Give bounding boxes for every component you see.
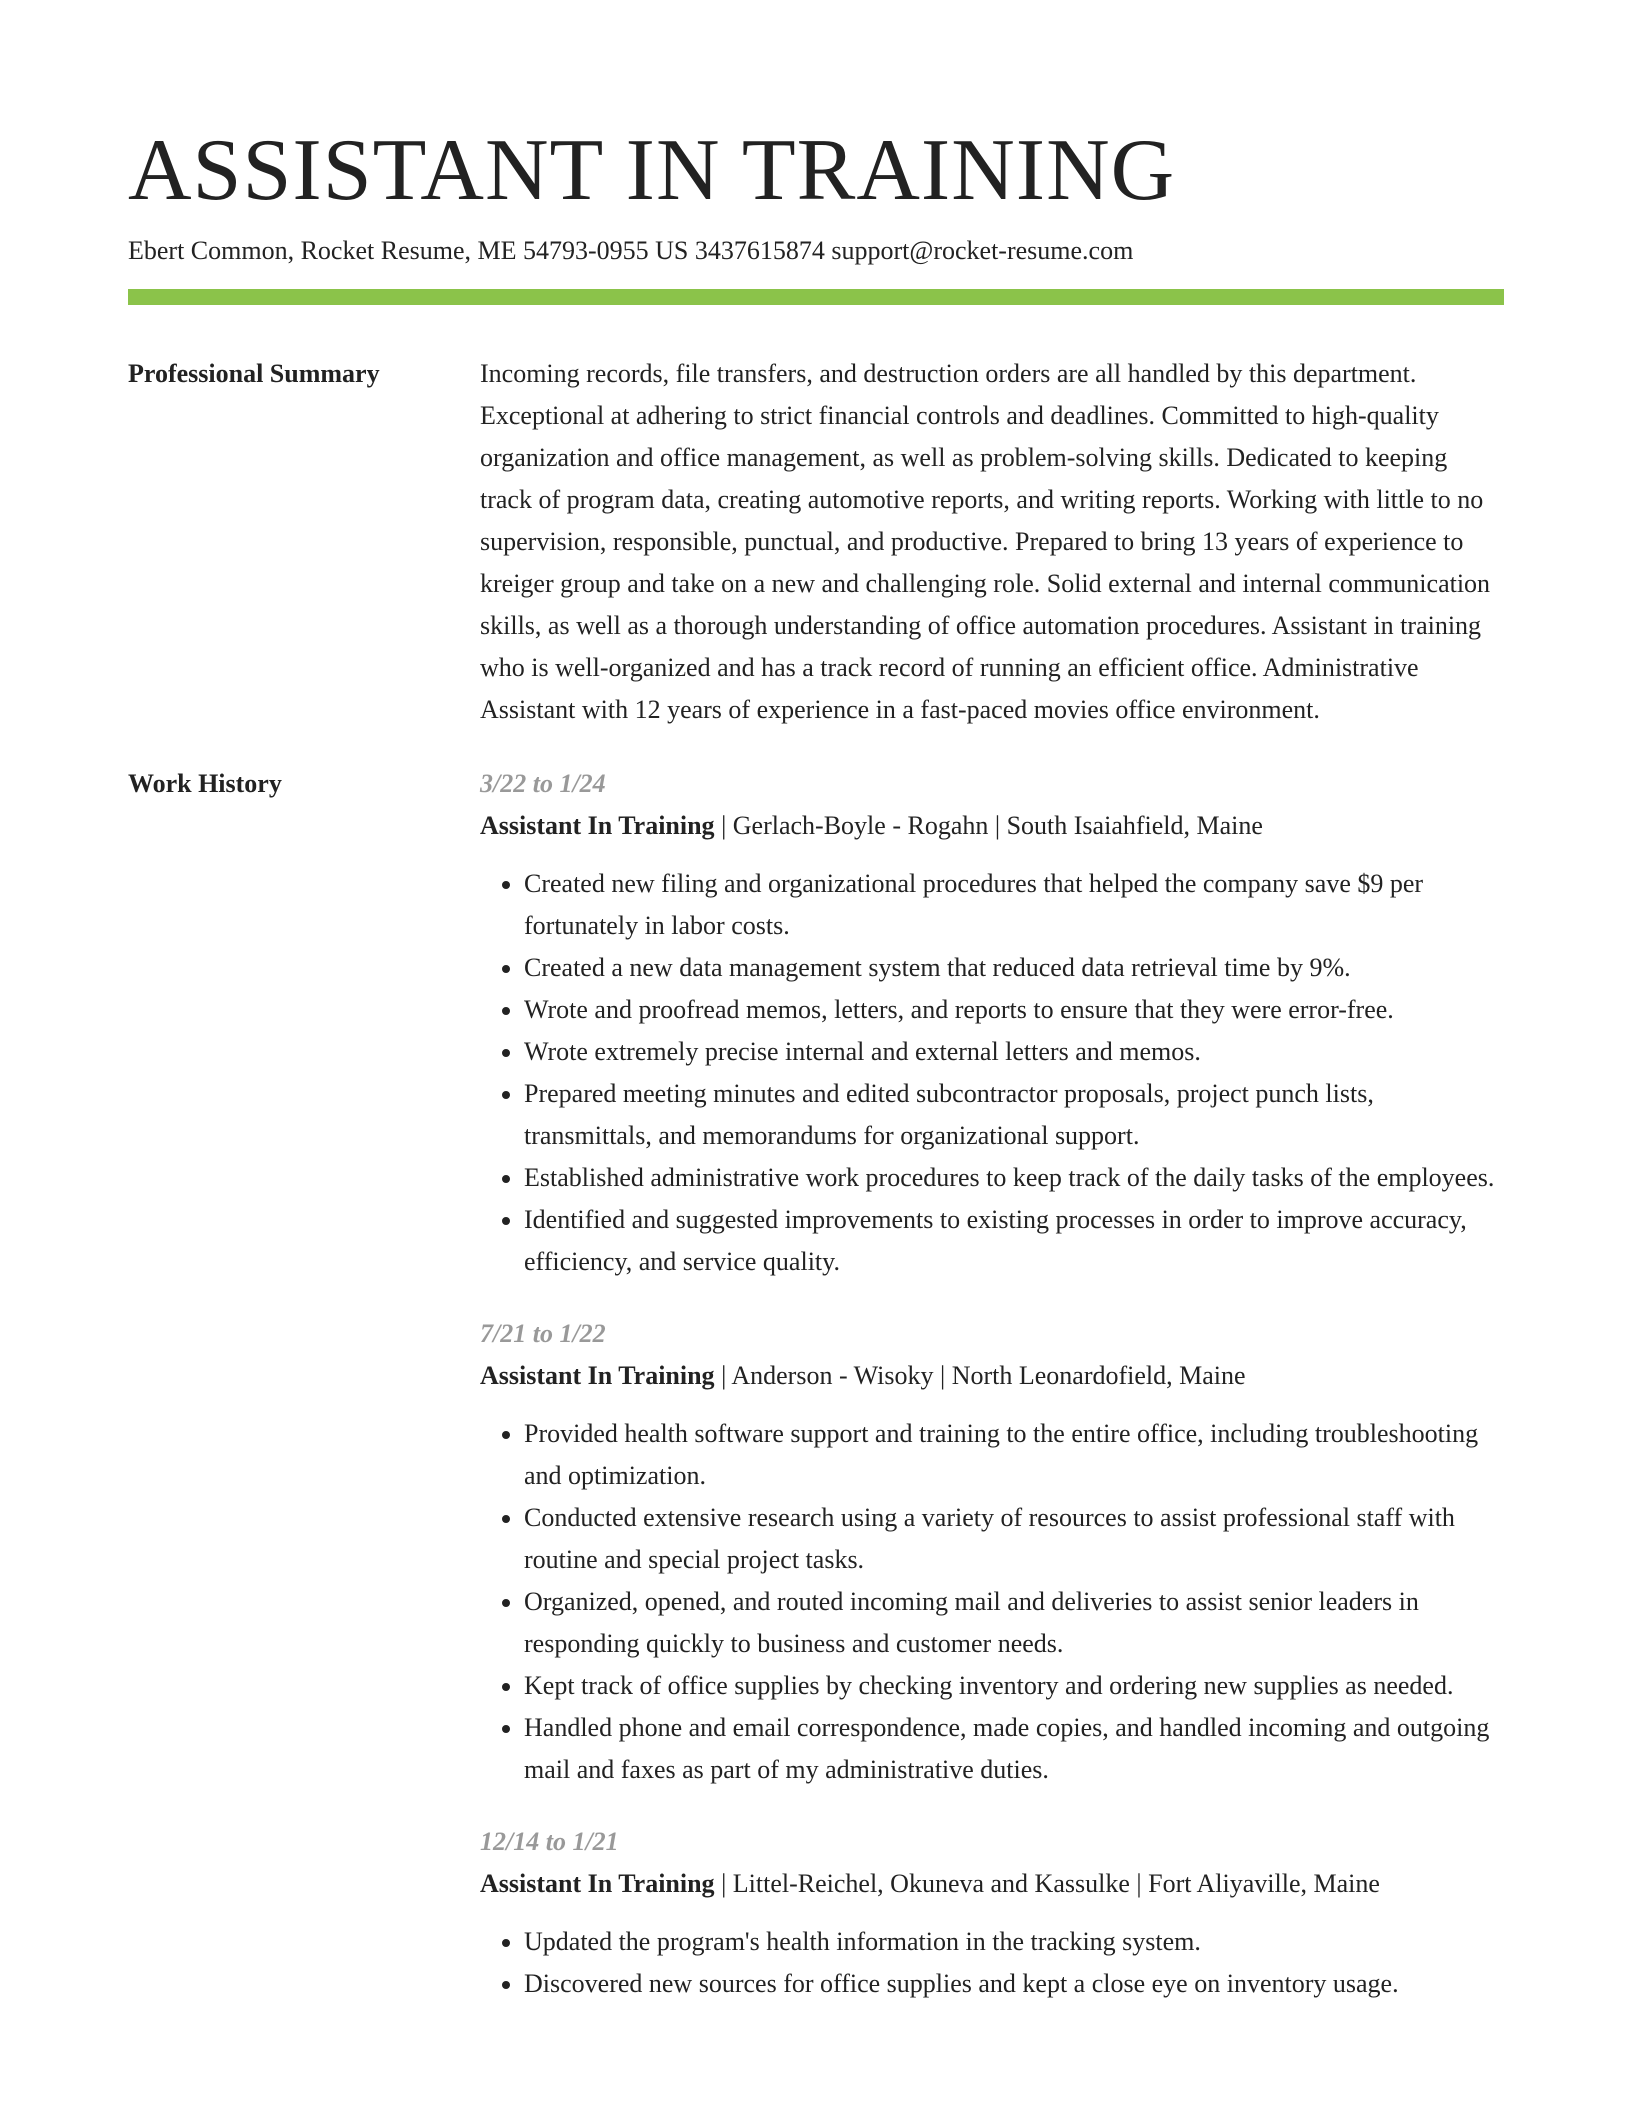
duty-list (480, 863, 1504, 1283)
job-company: Gerlach-Boyle - Rogahn (732, 811, 989, 840)
job-entry (480, 1313, 1504, 1791)
separator: | (721, 811, 727, 840)
separator: | (939, 1361, 946, 1390)
duty-item: • Organized, opened, and routed incoming mail and deliveries to assist senior leaders in responding quickly to business and customer needs. (524, 1581, 1504, 1665)
summary-text: Incoming records, file transfers, and destruction orders are all handled by this department. Exceptional at adhering to strict financial controls and deadlines. Committed to high-quality organization and office management, as well as problem-solving skills. Dedicated to keeping track of program data, creating automotive reports, and writing reports. Working with little to no supervision, responsible, punctual, and productive. Prepared to bring 13 years of experience to kreiger group and take on a new and challenging role. Solid external and internal communication skills, as well as a thorough understanding of office automation procedures. Assistant in training who is well-organized and has a track record of running an efficient office. Administrative Assistant with 12 years of experience in a fast-paced movies office environment. (480, 359, 1491, 724)
duty-item: • Prepared meeting minutes and edited subcontractor proposals, project punch lists, transmittals, and memorandums for organizational support. (524, 1073, 1504, 1157)
duty-item: • Handled phone and email correspondence, made copies, and handled incoming and outgoing mail and faxes as part of my administrative duties. (524, 1707, 1504, 1791)
separator: | (721, 1869, 727, 1898)
duty-item: • Updated the program's health information in the tracking system. (524, 1921, 1504, 1963)
resume-title: ASSISTANT IN TRAINING (128, 122, 1176, 219)
duty-list (480, 1921, 1504, 2005)
separator: | (721, 1361, 727, 1390)
job-location: North Leonardofield, Maine (951, 1361, 1246, 1390)
job-title-line (480, 1355, 1504, 1397)
summary-section (128, 353, 1504, 731)
duty-item: • Conducted extensive research using a variety of resources to assist professional staff with routine and special project tasks. (524, 1497, 1504, 1581)
job-title: Assistant In Training (480, 1869, 715, 1898)
job-company: Littel-Reichel, Okuneva and Kassulke (732, 1869, 1130, 1898)
duty-item: • Wrote extremely precise internal and external letters and memos. (524, 1031, 1504, 1073)
duty-item: • Identified and suggested improvements to existing processes in order to improve accuracy, efficiency, and service quality. (524, 1199, 1504, 1283)
separator: | (994, 811, 1001, 840)
job-dates: 7/21 to 1/22 (480, 1319, 606, 1348)
duty-item: • Wrote and proofread memos, letters, and reports to ensure that they were error-free. (524, 989, 1504, 1031)
duty-item: • Provided health software support and training to the entire office, including troubleshooting and optimization. (524, 1413, 1504, 1497)
job-title-line (480, 1863, 1504, 1905)
accent-divider (128, 289, 1504, 305)
separator: | (1136, 1869, 1142, 1898)
duty-item: • Discovered new sources for office supplies and kept a close eye on inventory usage. (524, 1963, 1504, 2005)
work-history-heading: Work History (128, 769, 282, 798)
work-history-section (128, 763, 1504, 2035)
duty-item: • Created a new data management system that reduced data retrieval time by 9%. (524, 947, 1504, 989)
job-title: Assistant In Training (480, 1361, 715, 1390)
resume-page (128, 0, 1504, 2035)
contact-phone: 3437615874 (694, 236, 825, 265)
duty-list (480, 1413, 1504, 1791)
job-title-line (480, 805, 1504, 847)
duty-item: • Kept track of office supplies by checking inventory and ordering new supplies as needed. (524, 1665, 1504, 1707)
job-company: Anderson - Wisoky (731, 1361, 934, 1390)
job-dates: 12/14 to 1/21 (480, 1827, 619, 1856)
duty-item: • Established administrative work procedures to keep track of the daily tasks of the employees. (524, 1157, 1504, 1199)
job-list (480, 763, 1504, 2035)
job-title: Assistant In Training (480, 811, 715, 840)
job-location: South Isaiahfield, Maine (1006, 811, 1263, 840)
contact-address: Ebert Common, Rocket Resume, ME 54793-0955 US (128, 236, 689, 265)
job-location: Fort Aliyaville, Maine (1148, 1869, 1380, 1898)
contact-line (128, 235, 1504, 267)
job-entry (480, 763, 1504, 1283)
job-dates: 3/22 to 1/24 (480, 769, 606, 798)
duty-item: • Created new filing and organizational procedures that helped the company save $9 per fortunately in labor costs. (524, 863, 1504, 947)
summary-heading: Professional Summary (128, 359, 380, 388)
job-entry (480, 1821, 1504, 2005)
contact-email: support@rocket-resume.com (831, 236, 1134, 265)
